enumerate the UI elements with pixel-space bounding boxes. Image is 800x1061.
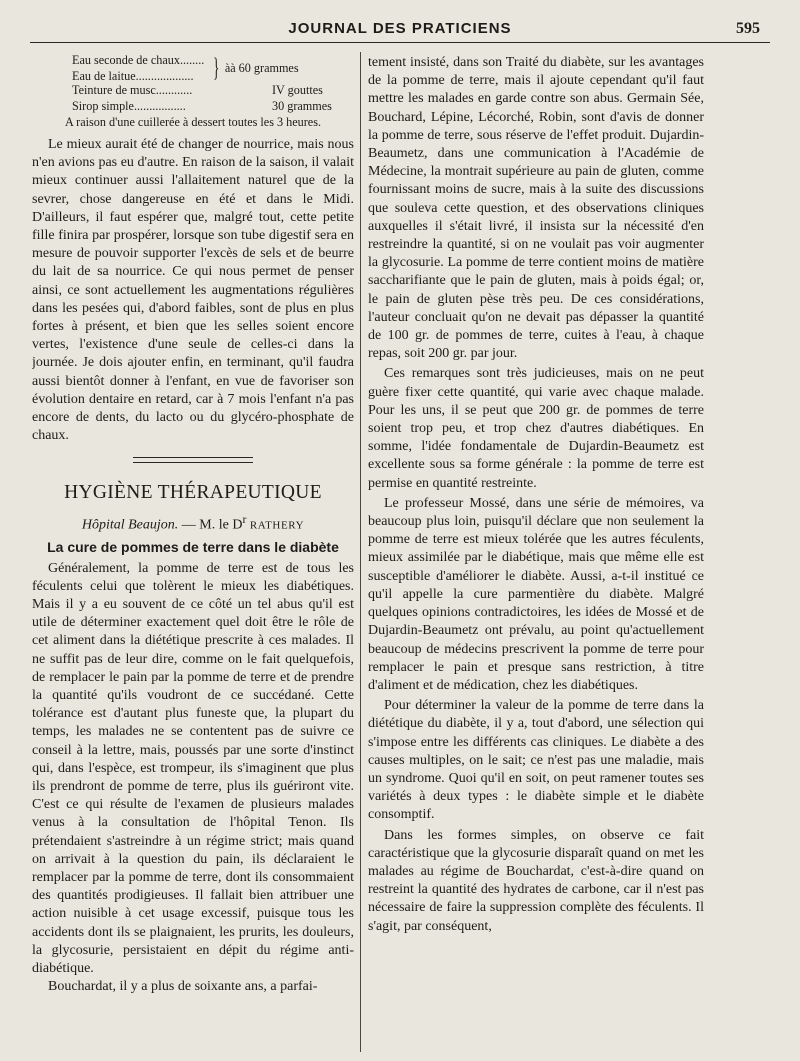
prescription-item: Eau de laitue................... (72, 69, 194, 83)
byline-author: RATHERY (249, 520, 305, 533)
body-paragraph: Le professeur Mossé, dans une série de mémoires, va beaucoup plus loin, puisqu'il déclare que non seulement la pomme de terre est mieux tolérée que les autres féculents, mieux assimilée par le diabétique, mais que même elle est susceptible d'améliorer le diabète. Aussi, a-t-il institué ce qu'il appelle la cure parmentière du diabète. Malgré quelques opinions contradictoires, les idées de Mossé et de Dujardin-Beaumetz ont prévalu, au point qu'actuellement beaucoup de médecins prescrivent la pomme de terre pour remplacer le pain et presque sans restriction, à titre d'aliment et de médication, chez les diabétiques. (368, 495, 704, 693)
prescription-grouped-items (32, 54, 354, 82)
body-paragraph: Le mieux aurait été de changer de nourrice, mais nous n'en avions pas eu d'autre. En raison de la saison, il valait mieux continuer aussi l'allaitement naturel que de la sevrer, chose dangereuse en été et dans le Midi. D'ailleurs, il faut espérer que, malgré tout, cette petite fille finira par prospérer, lorsque son tube digestif sera en mesure de pouvoir supporter l'excès de sels et de beurre du lait de sa nourrice. Ce qui nous permet de penser ainsi, ce sont actuellement les augmentations régulières dans les pesées qui, d'abord faibles, sont de plus en plus fortes à présent, et bien que les selles soient encore vertes, l'existence d'une seule de celles-ci dans la journée. Je dois ajouter enfin, en terminant, qu'il faudra aussi bientôt donner à l'enfant, en vue de favoriser son évolution dentaire en retard, car à 7 mois l'enfant n'a pas encore de dents, du lacto ou du glycéro-phosphate de chaux. (32, 137, 354, 444)
prescription-quantity: àà 60 grammes (224, 61, 299, 75)
prescription-item: Teinture de musc............ (72, 83, 193, 97)
body-paragraph: tement insisté, dans son Traité du diabète, sur les avantages de la pomme de terre, mais il ajoute cependant qu'il faut mettre les malades en garde contre son abus. Germain Sée, Bouchard, Lépine, Lécorché, Robin, sont d'avis de donner la pomme de terre, sous réserve de l'effet produit. Dujardin-Beaumetz, dans une communication à l'Académie de Médecine, la montrait supérieure au pain de gluten, comme fournissant moins de sucre, mais à la suite des discussions que souleva cette question, et des observations cliniques auxquelles il s'était livré, il insista sur la nécessité d'en restreindre la quantité, si on ne voulait pas voir augmenter la glycosurie. La pomme de terre contient moins de matière saccharifiante que le pain de gluten, mais à poids égal; or, le pain de gluten pèse très peu. De ces considérations, l'auteur concluait qu'on ne devait pas dépasser la quantité de 100 gr. de pommes de terre, cuites à l'eau, à chaque repas, soit 200 gr. par jour. (368, 55, 704, 362)
byline-place: Hôpital Beaujon. (81, 518, 179, 534)
prescription-item: Sirop simple................. (72, 99, 186, 113)
section-title: HYGIÈNE THÉRAPEUTIQUE (64, 482, 322, 504)
prescription-note: A raison d'une cuillerée à dessert toutes les 3 heures. (64, 115, 322, 129)
brace-glyph: } (213, 54, 220, 82)
body-paragraph: Ces remarques sont très judicieuses, mais on ne peut guère fixer cette quantité, qui varie avec chaque malade. Pour les uns, il se peut que 200 gr. de pommes de terre soient trop peu, et trop chez d'autres diabétiques. En somme, l'idée fondamentale de Dujardin-Beaumetz est excellente sous sa forme générale : la pomme de terre est permise en quantité restreinte. (368, 366, 704, 491)
page-number: 595 (736, 20, 760, 37)
prescription (32, 54, 354, 130)
prescription-item: Eau seconde de chaux........ (72, 54, 205, 67)
byline-author-prefix: — M. le D (181, 518, 243, 534)
body-paragraph: Pour déterminer la valeur de la pomme de terre dans la diététique du diabète, il y a, tout d'abord, une sélection qui s'impose entre les différents cas cliniques. Le diabète a des causes multiples, on le sait; ce n'est pas une maladie, mais un syndrome. Quoi qu'il en soit, on peut ramener toutes ses variétés à deux types : le diabète simple et le diabète consomptif. (368, 698, 704, 823)
prescription-quantity: IV gouttes (272, 83, 323, 97)
prescription-row (32, 82, 354, 98)
article-title: La cure de pommes de terre dans le diabète (47, 539, 339, 556)
column-divider (360, 52, 361, 1052)
running-header (30, 18, 770, 43)
journal-title: JOURNAL DES PRATICIENS (288, 20, 512, 37)
right-column (368, 54, 704, 1047)
left-column (32, 54, 354, 1047)
byline-author-sup: r (242, 513, 247, 527)
article-byline (32, 511, 354, 535)
section-rule (133, 457, 253, 463)
body-paragraph: Généralement, la pomme de terre est de tous les féculents celui que tolèrent le mieux les diabétiques. Mais il y a eu souvent de ce côté un tel abus qu'il est utile de déterminer exactement quel doit être le rôle de cet aliment dans la diététique prescrite à ces malades. Il ne suffit pas de leur dire, comme on le fait quelquefois, de remplacer le pain par la pomme de terre et de prendre la quantité qu'ils voudront de ce succédané. Cette tolérance est d'autant plus funeste que, la plupart du temps, les malades ne se contentent pas de suivre ce conseil à la lettre, mais, poussés par une sorte d'instinct qui, dans l'espèce, est trompeur, ils s'imaginent que plus ils prendront de pomme de terre, plus ils guériront vite. C'est ce qui résulte de l'examen de plusieurs malades venus à la consultation de l'hôpital Tenon. Ils prétendaient s'astreindre à un régime strict; mais quand on arrivait à la question du pain, ils déclaraient le remplacer par la pomme de terre, dont ils consommaient des quantités prodigieuses. Il fallait bien attribuer une action nuisible à cet usage excessif, puisque tous les accidents dont ils se plaignaient, les prurits, les douleurs, la glycosurie, persistaient en dépit du régime anti-diabétique. (32, 560, 354, 976)
body-paragraph: Bouchardat, il y a plus de soixante ans, a parfai- (48, 979, 318, 995)
prescription-quantity: 30 grammes (272, 99, 332, 113)
prescription-row (32, 98, 354, 114)
body-paragraph: Dans les formes simples, on observe ce fait caractéristique que la glycosurie disparaît quand on met les malades au régime de Bouchardat, c'est-à-dire quand on restreint la quantité des hydrates de carbone, car il n'est pas nécessaire de faire la suppression complète des féculents. Il s'agit, par conséquent, (368, 827, 704, 934)
